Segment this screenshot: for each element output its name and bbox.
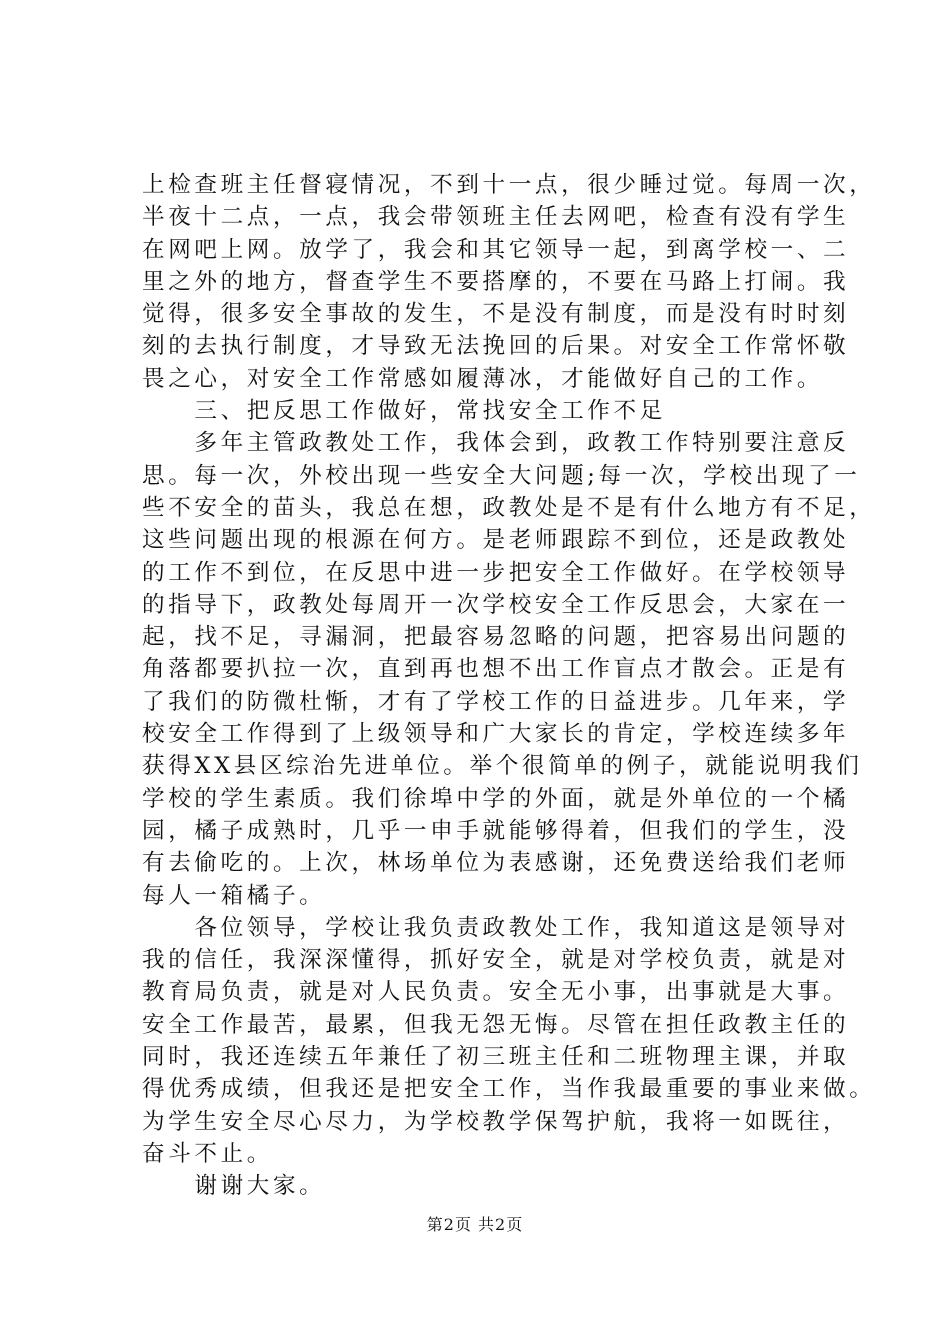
text-line: 得优秀成绩，但我还是把安全工作，当作我最重要的事业来做。 [142, 1076, 876, 1103]
text-line: 觉得，很多安全事故的发生，不是没有制度，而是没有时时刻 [142, 301, 850, 328]
text-line: 些不安全的苗头，我总在想，政教处是不是有什么地方有不足， [142, 494, 876, 521]
text-line: 刻的去执行制度，才导致无法挽回的后果。对安全工作常怀敬 [142, 333, 850, 360]
text-line: 思。每一次，外校出现一些安全大问题;每一次，学校出现了一 [142, 462, 861, 489]
text-line: 的指导下，政教处每周开一次学校安全工作反思会，大家在一 [142, 591, 850, 618]
text-line: 上检查班主任督寝情况，不到十一点，很少睡过觉。每周一次， [142, 172, 876, 198]
section-heading: 三、把反思工作做好，常找安全工作不足 [142, 398, 666, 425]
document-body [142, 169, 876, 1203]
text-line: 同时，我还连续五年兼任了初三班主任和二班物理主课，并取 [142, 1044, 850, 1071]
text-line: 多年主管政教处工作，我体会到，政教工作特别要注意反 [142, 430, 850, 457]
text-line: 我的信任，我深深懂得，抓好安全，就是对学校负责，就是对 [142, 947, 850, 974]
text-line: 每人一箱橘子。 [142, 882, 326, 909]
closing-line: 谢谢大家。 [142, 1173, 326, 1200]
text-line: 校安全工作得到了上级领导和广大家长的肯定，学校连续多年 [142, 721, 850, 748]
text-line: 奋斗不止。 [142, 1140, 273, 1167]
page-number-footer: 第2页 共2页 [426, 1215, 524, 1234]
text-line: 为学生安全尽心尽力，为学校教学保驾护航，我将一如既往， [142, 1108, 850, 1135]
text-line: 学校的学生素质。我们徐埠中学的外面，就是外单位的一个橘 [142, 785, 850, 812]
text-line: 的工作不到位，在反思中进一步把安全工作做好。在学校领导 [142, 559, 850, 586]
text-line: 这些问题出现的根源在何方。是老师跟踪不到位，还是政教处 [142, 527, 850, 554]
text-line: 畏之心，对安全工作常感如履薄冰，才能做好自己的工作。 [142, 365, 824, 392]
text-line: 里之外的地方，督查学生不要搭摩的，不要在马路上打闹。我 [142, 268, 850, 295]
text-line: 在网吧上网。放学了，我会和其它领导一起，到离学校一、二 [142, 236, 850, 263]
text-line: 了我们的防微杜惭，才有了学校工作的日益进步。几年来，学 [142, 688, 850, 715]
text-line: 安全工作最苦，最累，但我无怨无悔。尽管在担任政教主任的 [142, 1011, 850, 1038]
text-line: 园，橘子成熟时，几乎一申手就能够得着，但我们的学生，没 [142, 817, 850, 844]
text-line: 教育局负责，就是对人民负责。安全无小事，出事就是大事。 [142, 979, 850, 1006]
text-line: 起，找不足，寻漏洞，把最容易忽略的问题，把容易出问题的 [142, 624, 850, 651]
text-line: 角落都要扒拉一次，直到再也想不出工作盲点才散会。正是有 [142, 656, 850, 683]
text-line: 获得XX县区综治先进单位。举个很简单的例子，就能说明我们 [142, 753, 863, 780]
text-line: 有去偷吃的。上次，林场单位为表感谢，还免费送给我们老师 [142, 850, 850, 877]
text-line: 各位领导，学校让我负责政教处工作，我知道这是领导对 [142, 914, 850, 941]
text-line: 半夜十二点，一点，我会带领班主任去网吧，检查有没有学生 [142, 204, 850, 231]
